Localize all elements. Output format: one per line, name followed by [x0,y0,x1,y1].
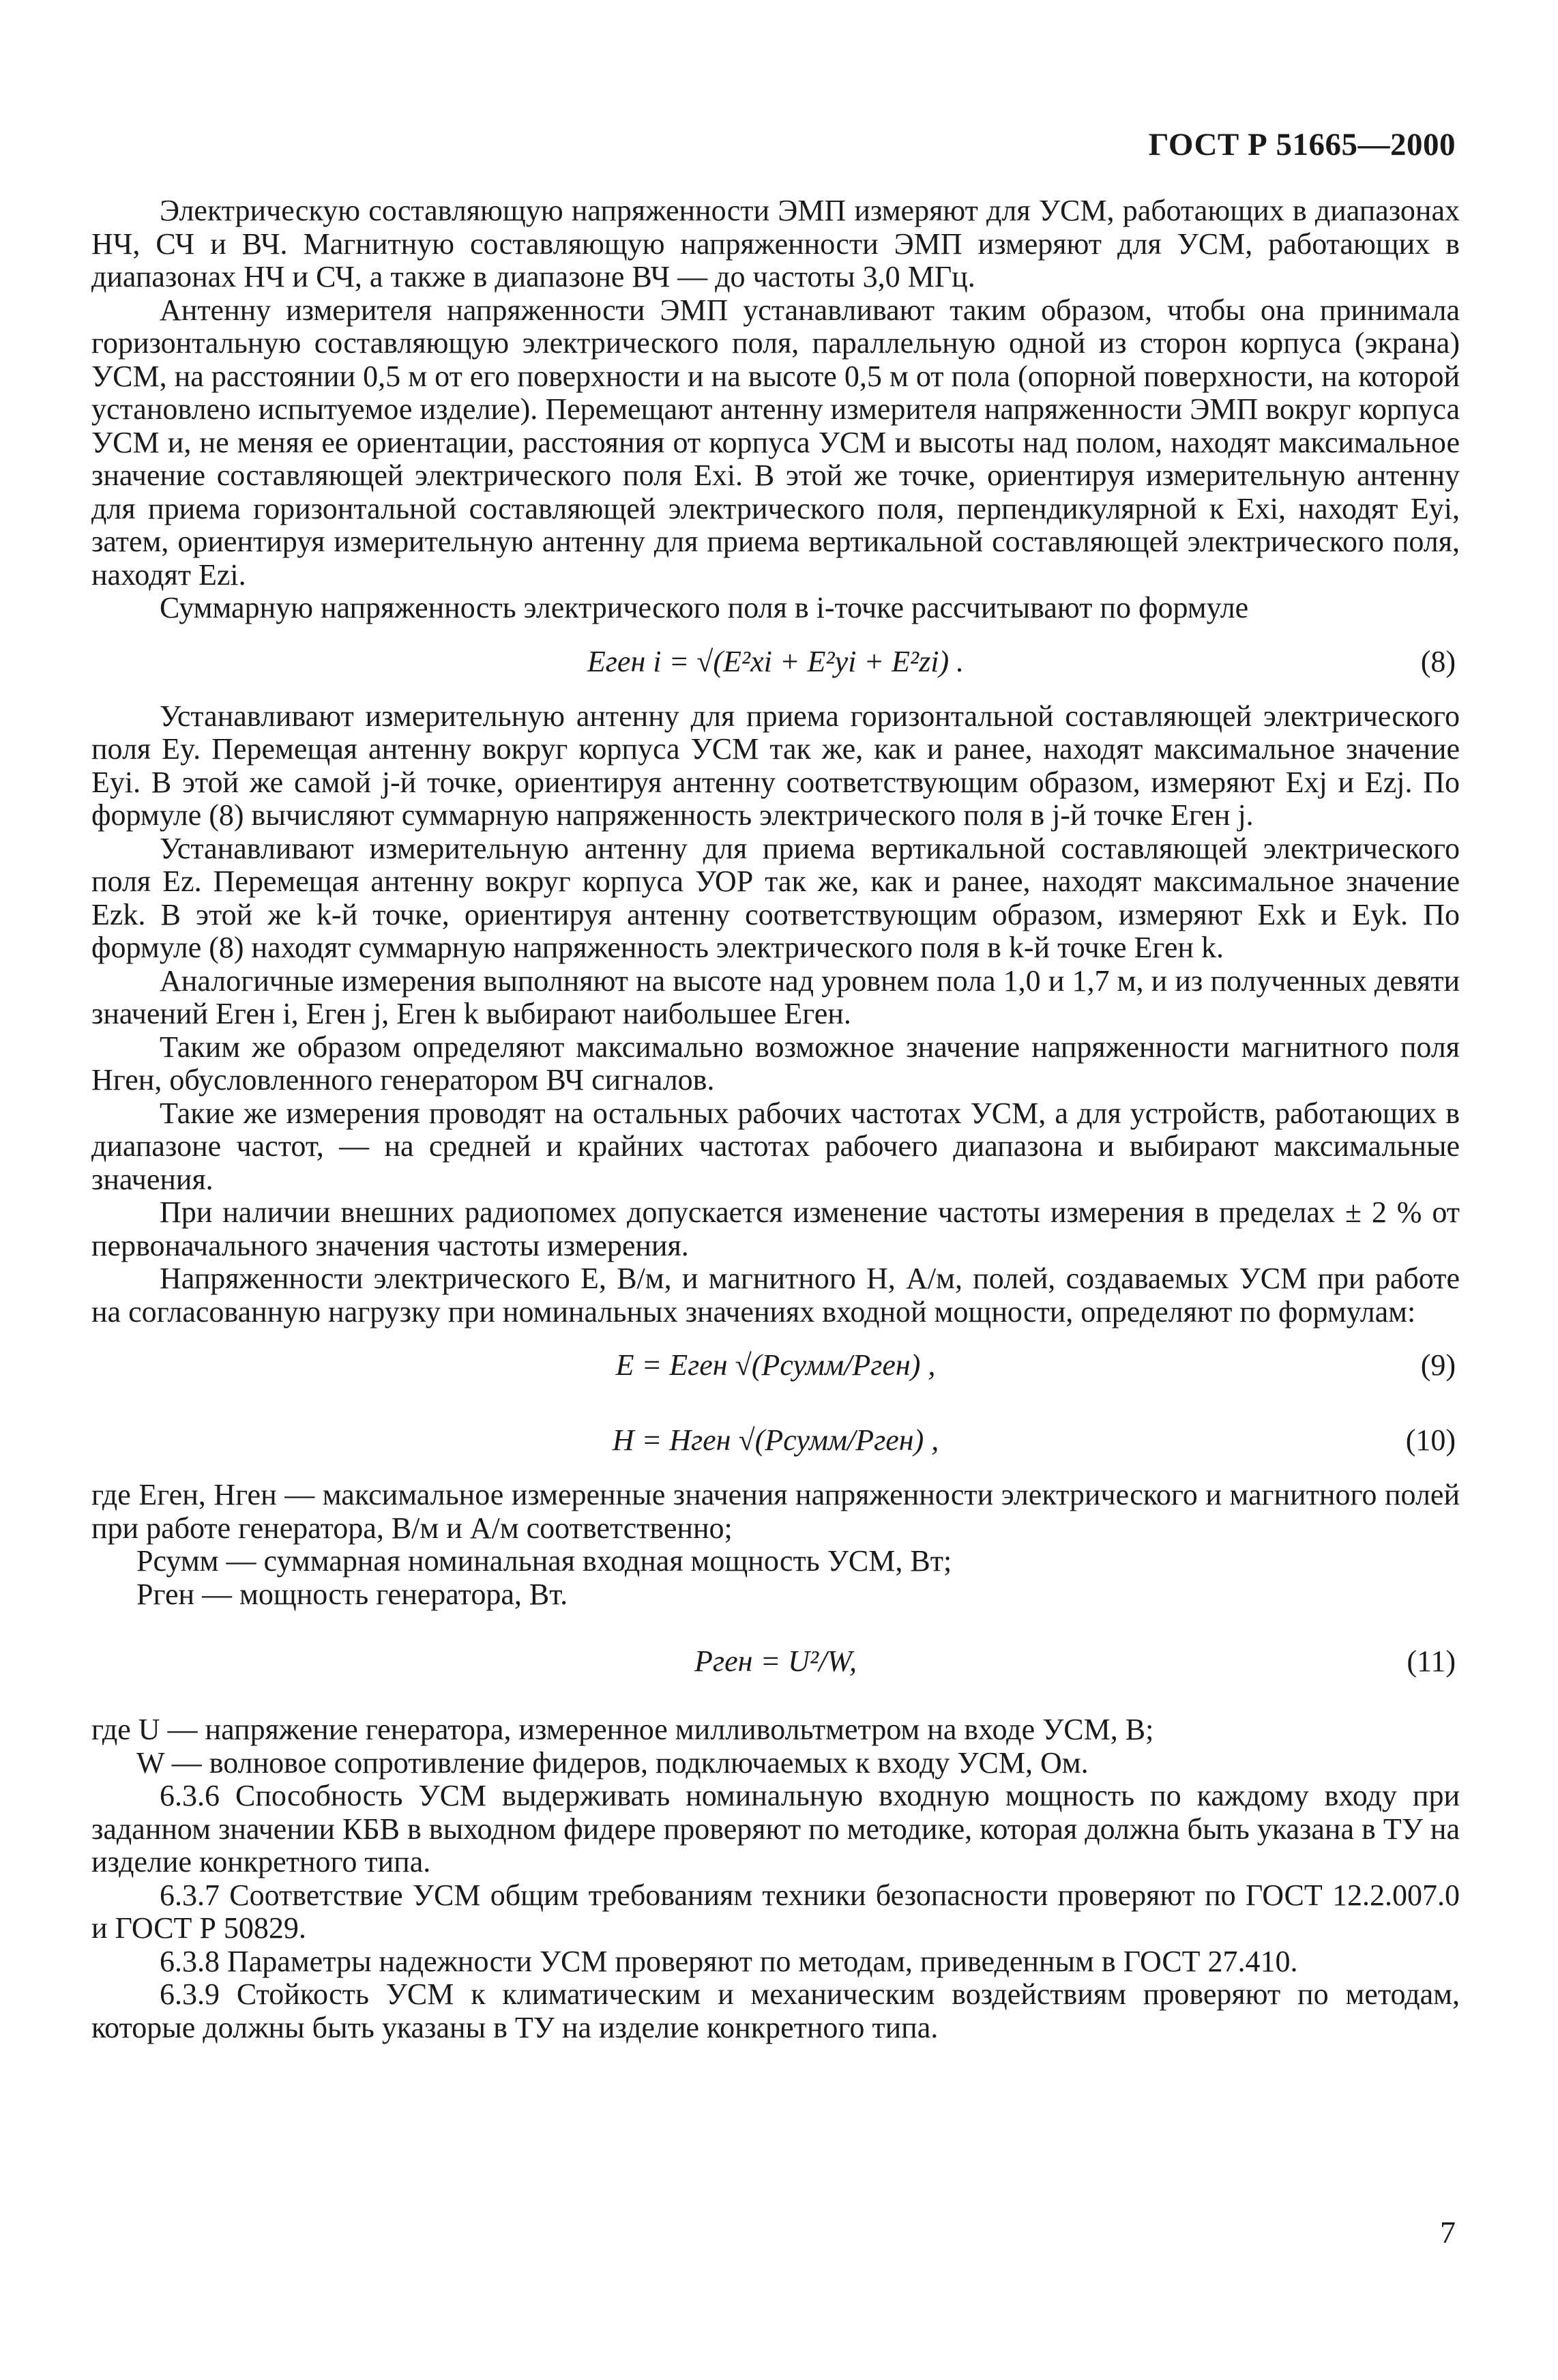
paragraph-where: где Eген, Hген — максимальное измеренные значения напряженности электрического и магнитного полей при работе генератора, В/м и А/м соответственно; [91,1478,1460,1545]
paragraph: 6.3.6 Способность УСМ выдерживать номинальную входную мощность по каждому входу при заданном значении КБВ в выходном фидере проверяют по методике, которая должна быть указана в ТУ на изделие конкретного типа. [91,1779,1460,1878]
paragraph: Суммарную напряженность электрического поля в i-точке рассчитывают по формуле [160,591,1249,624]
paragraph: Такие же измерения проводят на остальных рабочих частотах УСМ, а для устройств, работающих в диапазоне частот, — на средней и крайних частотах рабочего диапазона и выбирают максимальные значения. [91,1096,1460,1196]
paragraph: Таким же образом определяют максимально возможное значение напряженности магнитного поля Hген, обусловленного генератором ВЧ сигналов. [91,1030,1460,1097]
formula-10 [91,1404,1460,1479]
formula-11 [91,1611,1460,1713]
formula-9 [91,1329,1460,1404]
formula-number: (9) [1420,1348,1456,1382]
paragraph: Аналогичные измерения выполняют на высоте над уровнем пола 1,0 и 1,7 м, и из полученных девяти значений Eген i, Eген j, Eген k выбирают наибольшее Eген. [91,963,1460,1030]
formula-expression: H = Hген √(Pсумм/Pген) , [612,1423,939,1457]
formula-expression: Eген i = √(E²xi + E²yi + E²zi) . [587,644,965,678]
formula-8 [91,625,1460,700]
formula-number: (8) [1420,644,1456,678]
paragraph-definition: Pген — мощность генератора, Вт. [136,1577,568,1611]
paragraph: Электрическую составляющую напряженности ЭМП измеряют для УСМ, работающих в диапазонах НЧ, СЧ и ВЧ. Магнитную составляющую напряженности ЭМП измеряют для УСМ, работающих в диапазонах НЧ и СЧ, а также в диапазоне ВЧ — до частоты 3,0 МГц. [91,194,1460,293]
paragraph-where: где U — напряжение генератора, измеренное милливольтметром на входе УСМ, В; [91,1713,1154,1746]
formula-number: (10) [1405,1423,1456,1457]
paragraph: Напряженности электрического E, В/м, и магнитного H, А/м, полей, создаваемых УСМ при работе на согласованную нагрузку при номинальных значениях входной мощности, определяют по формулам: [91,1262,1460,1329]
paragraph: Устанавливают измерительную антенну для приема вертикальной составляющей электрического поля Ez. Перемещая антенну вокруг корпуса УОР так же, как и ранее, находят максимальное значение Ezk. В этой же k-й точке, ориентируя антенну соответствующим образом, измеряют Exk и Eyk. По формуле (8) находят суммарную напряженность электрического поля в k-й точке Eген k. [91,831,1460,964]
paragraph: 6.3.9 Стойкость УСМ к климатическим и механическим воздействиям проверяют по методам, которые должны быть указаны в ТУ на изделие конкретного типа. [91,1977,1460,2044]
document-body [91,194,1460,2044]
formula-expression: Pген = U²/W, [694,1644,857,1678]
paragraph-definition: Pсумм — суммарная номинальная входная мощность УСМ, Вт; [136,1544,952,1578]
paragraph: 6.3.7 Соответствие УСМ общим требованиям техники безопасности проверяют по ГОСТ 12.2.007.0 и ГОСТ Р 50829. [91,1878,1460,1945]
formula-expression: E = Eген √(Pсумм/Pген) , [615,1348,936,1382]
document-header: ГОСТ Р 51665—2000 [1148,127,1456,162]
paragraph: 6.3.8 Параметры надежности УСМ проверяют по методам, приведенным в ГОСТ 27.410. [160,1944,1298,1978]
paragraph: При наличии внешних радиопомех допускается изменение частоты измерения в пределах ± 2 % от первоначального значения частоты измерения. [91,1195,1460,1262]
paragraph: Устанавливают измерительную антенну для приема горизонтальной составляющей электрического поля Ey. Перемещая антенну вокруг корпуса УСМ так же, как и ранее, находят максимальное значение Eyi. В этой же самой j-й точке, ориентируя антенну соответствующим образом, измеряют Exj и Ezj. По формуле (8) вычисляют суммарную напряженность электрического поля в j-й точке Eген j. [91,699,1460,832]
page-number: 7 [1440,2215,1456,2250]
paragraph-definition: W — волновое сопротивление фидеров, подключаемых к входу УСМ, Ом. [136,1745,1089,1780]
paragraph: Антенну измерителя напряженности ЭМП устанавливают таким образом, чтобы она принимала горизонтальную составляющую электрического поля, параллельную одной из сторон корпуса (экрана) УСМ, на расстоянии 0,5 м от его поверхности и на высоте 0,5 м от пола (опорной поверхности, на которой установлено испытуемое изделие). Перемещают антенну измерителя напряженности ЭМП вокруг корпуса УСМ и, не меняя ее ориентации, расстояния от корпуса УСМ и высоты над полом, находят максимальное значение составляющей электрического поля Exi. В этой же точке, ориентируя измерительную антенну для приема горизонтальной составляющей электрического поля, перпендикулярной к Exi, находят Eyi, затем, ориентируя измерительную антенну для приема вертикальной составляющей электрического поля, находят Ezi. [91,293,1460,592]
formula-number: (11) [1407,1644,1456,1678]
